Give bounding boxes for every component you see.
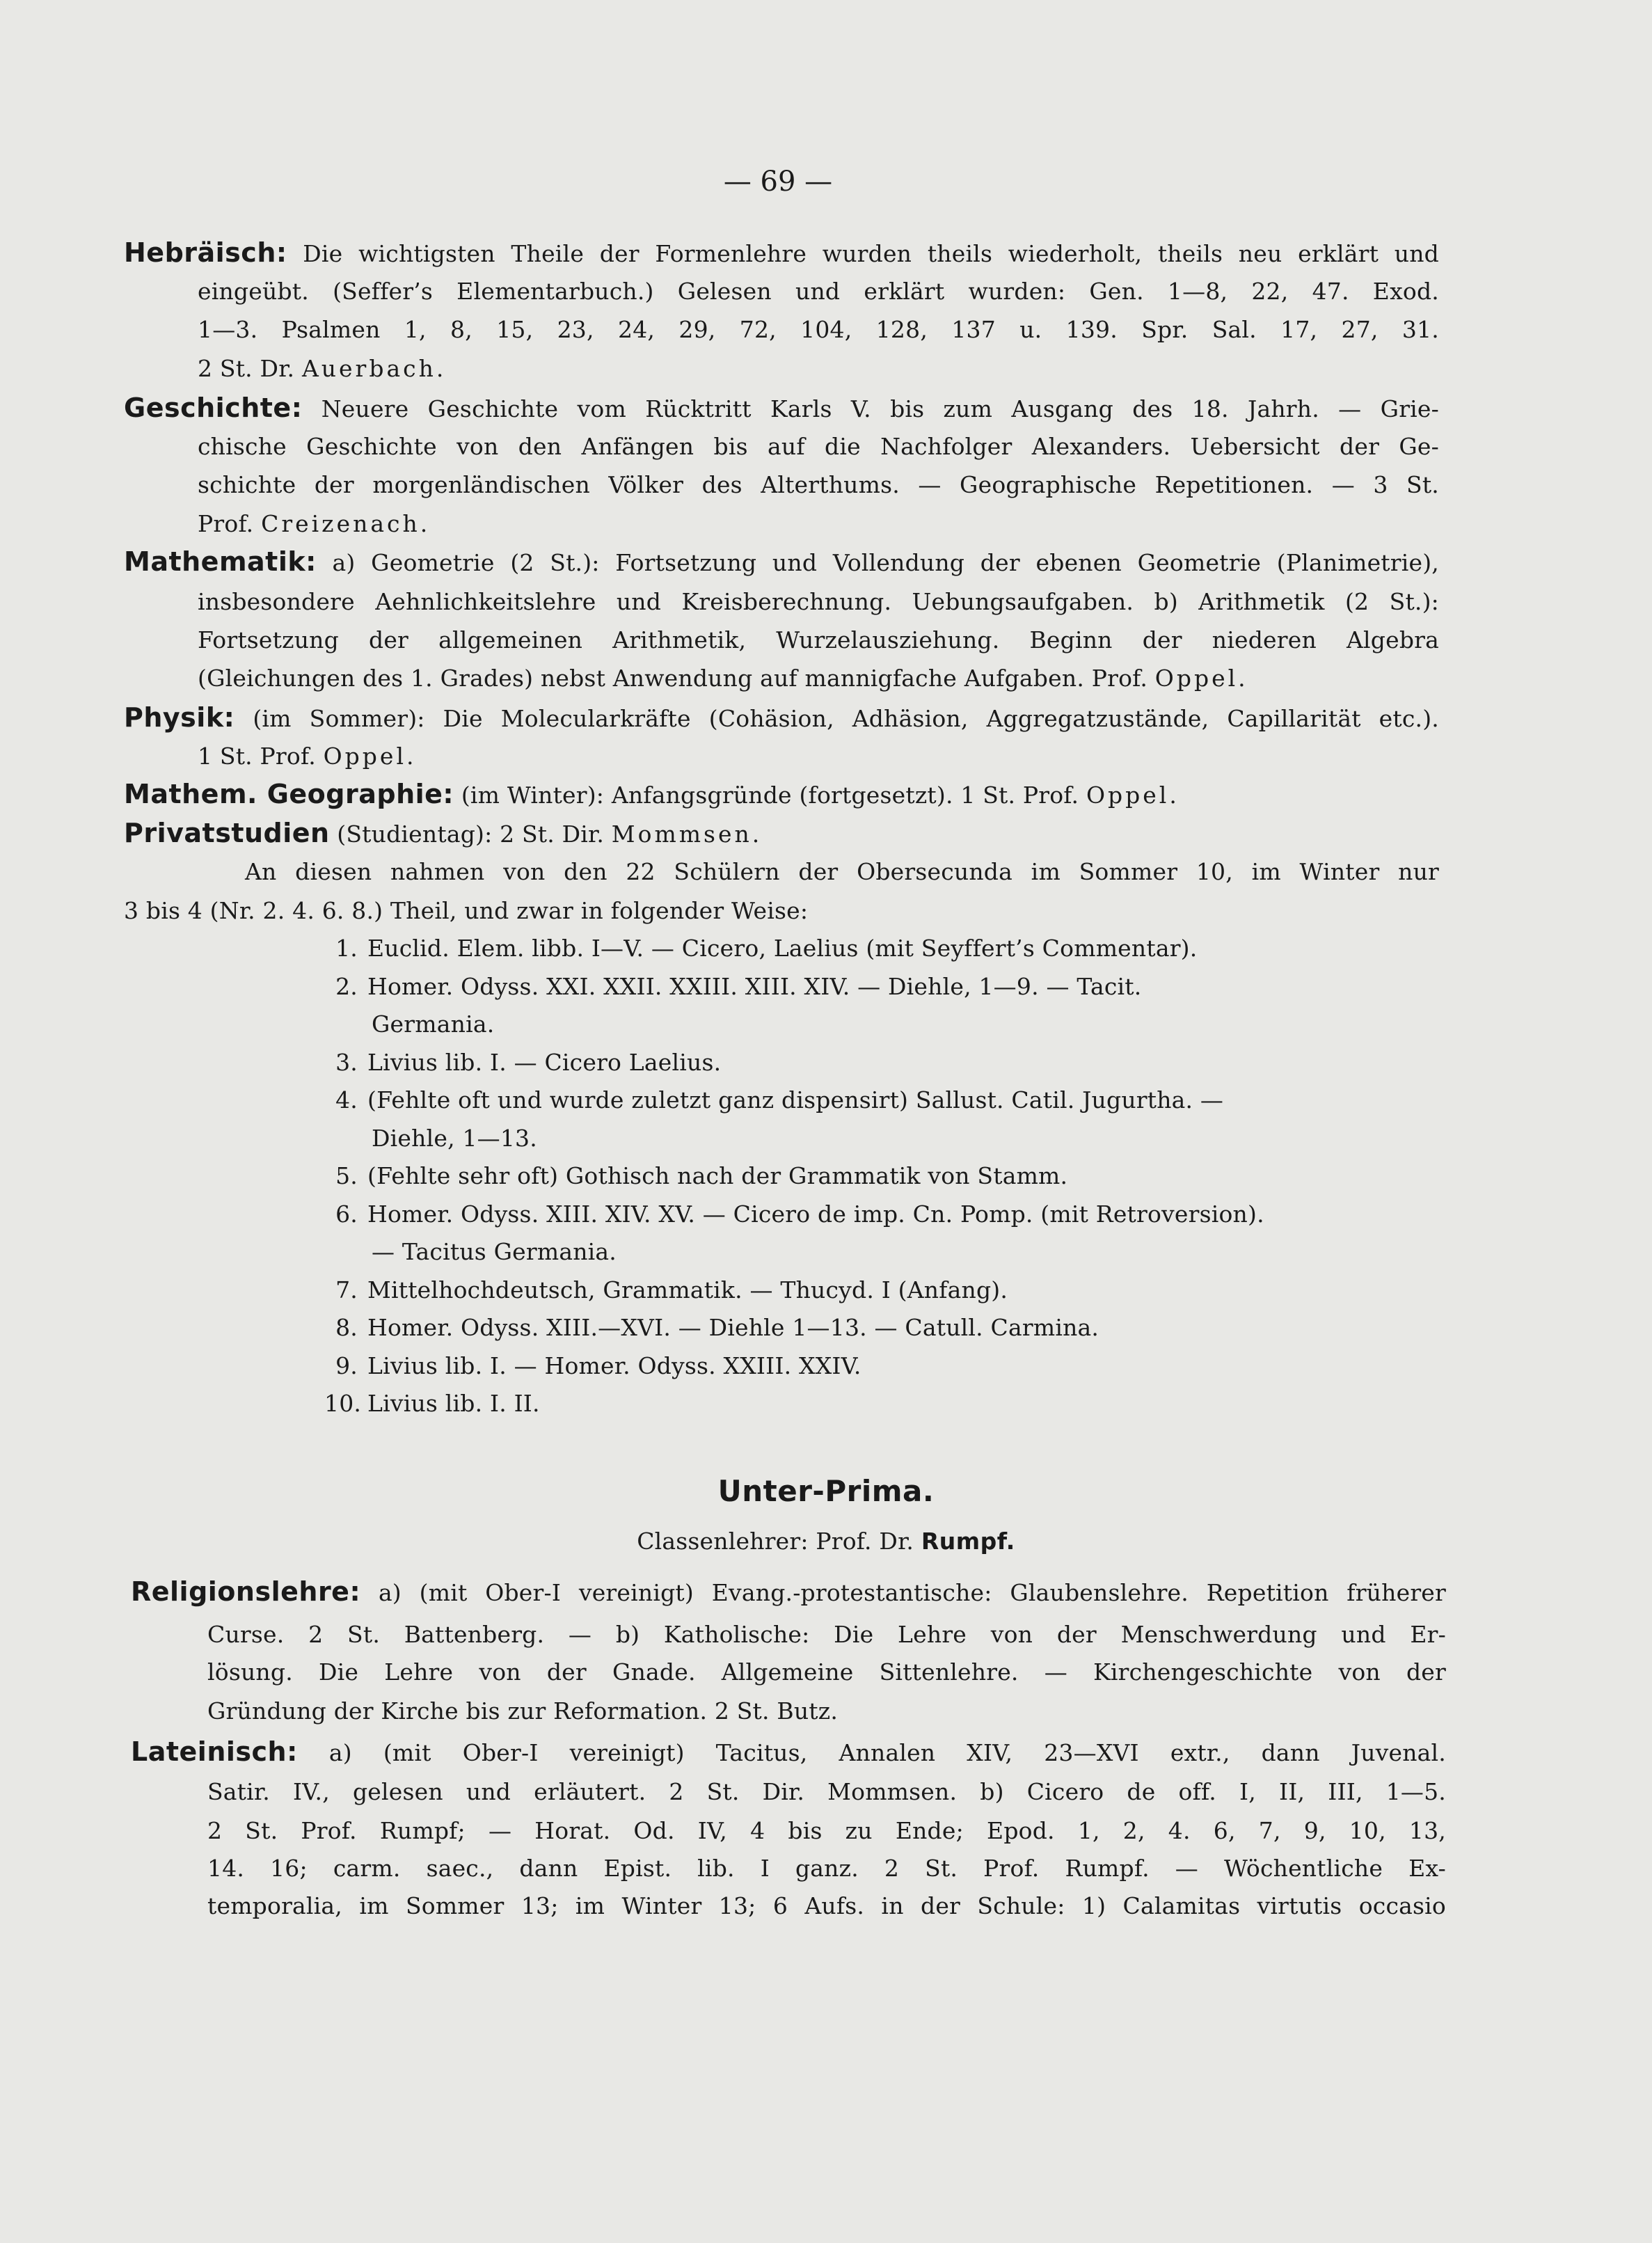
religion-line-4: Gründung der Kirche bis zur Reformation. 2 St. Butz. (207, 1697, 839, 1725)
privat-line-1: Privatstudien (Studientag): 2 St. Dir. Mommsen. (124, 818, 763, 848)
list-item-number: 5. (335, 1162, 358, 1189)
list-item-text: Germania. (372, 1010, 495, 1038)
physik-line-2: 1 St. Prof. Oppel. (198, 743, 417, 770)
teacher-name: Auerbach. (301, 355, 447, 382)
class-teacher-line: Classenlehrer: Prof. Dr. Rumpf. (637, 1528, 1015, 1555)
list-item (324, 1388, 540, 1420)
privat-paragraph-line-2: 3 bis 4 (Nr. 2. 4. 6. 8.) Theil, und zwar in folgender Weise: (124, 897, 809, 924)
list-item (324, 1198, 1264, 1230)
hebraeisch-heading: Hebräisch: (124, 237, 287, 268)
geschichte-line-1: Geschichte: Neuere Geschichte vom Rücktritt Karls V. bis zum Ausgang des 18. Jahrh. — Grie- (124, 393, 1439, 423)
teacher-name: Creizenach. (261, 510, 431, 537)
teacher-name: Oppel. (323, 743, 417, 770)
latein-heading: Lateinisch: (131, 1736, 298, 1767)
list-item (324, 1312, 1099, 1344)
geschichte-line-2: chische Geschichte von den Anfängen bis auf die Nachfolger Alexanders. Uebersicht der Ge- (198, 433, 1439, 460)
religion-line-2: Curse. 2 St. Battenberg. — b) Katholische: Die Lehre von der Menschwerdung und Er- (207, 1621, 1446, 1648)
list-item-text: Homer. Odyss. XIII. XIV. XV. — Cicero de imp. Cn. Pomp. (mit Retroversion). (367, 1200, 1264, 1228)
latein-line-3: 2 St. Prof. Rumpf; — Horat. Od. IV, 4 bis zu Ende; Epod. 1, 2, 4. 6, 7, 9, 10, 13, (207, 1817, 1446, 1844)
mathem-geo-line: Mathem. Geographie: (im Winter): Anfangsgründe (fortgesetzt). 1 St. Prof. Oppel. (124, 779, 1180, 809)
religion-heading: Religionslehre: (131, 1576, 361, 1607)
latein-line-4: 14. 16; carm. saec., dann Epist. lib. I ganz. 2 St. Prof. Rumpf. — Wöchentliche Ex- (207, 1855, 1446, 1882)
geschichte-heading: Geschichte: (124, 393, 303, 423)
list-item-text: Euclid. Elem. libb. I—V. — Cicero, Laelius (mit Seyffert’s Commentar). (367, 935, 1198, 962)
teacher-name: Oppel. (1086, 782, 1180, 809)
hebraeisch-line-1: Hebräisch: Die wichtigsten Theile der Formenlehre wurden theils wiederholt, theils neu erklärt und (124, 237, 1439, 268)
latein-line-1: Lateinisch: a) (mit Ober-I vereinigt) Tacitus, Annalen XIV, 23—XVI extr., dann Juvenal. (131, 1736, 1446, 1767)
list-item-text: Mittelhochdeutsch, Grammatik. — Thucyd. I (Anfang). (367, 1276, 1008, 1303)
physik-heading: Physik: (124, 702, 235, 733)
list-item (372, 1236, 617, 1268)
physik-line-1: Physik: (im Sommer): Die Molecularkräfte (Cohäsion, Adhäsion, Aggregatzustände, Capillarität etc.). (124, 702, 1439, 733)
list-item (324, 933, 1197, 965)
list-item-text: (Fehlte oft und wurde zuletzt ganz dispensirt) Sallust. Catil. Jugurtha. — (367, 1086, 1224, 1113)
list-item-number: 1. (335, 935, 358, 962)
mathematik-line-4: (Gleichungen des 1. Grades) nebst Anwendung auf mannigfache Aufgaben. Prof. Oppel. (198, 665, 1248, 692)
list-item-text: (Fehlte sehr oft) Gothisch nach der Grammatik von Stamm. (367, 1162, 1068, 1189)
list-item-text: Homer. Odyss. XXI. XXII. XXIII. XIII. XIV. — Diehle, 1—9. — Tacit. (367, 973, 1142, 1000)
privat-paragraph-line-1: An diesen nahmen von den 22 Schülern der Obersecunda im Sommer 10, im Winter nur (245, 858, 1439, 885)
page-number: — 69 — (723, 166, 833, 198)
religion-line-3: lösung. Die Lehre von der Gnade. Allgemeine Sittenlehre. — Kirchengeschichte von der (207, 1658, 1446, 1686)
list-item (372, 1123, 537, 1155)
list-item (324, 1160, 1067, 1192)
list-item-text: Homer. Odyss. XIII.—XVI. — Diehle 1—13. — Catull. Carmina. (367, 1314, 1099, 1341)
class-teacher-name: Rumpf. (921, 1528, 1015, 1555)
list-item-text: Diehle, 1—13. (372, 1125, 537, 1152)
list-item-number: 3. (335, 1049, 358, 1076)
list-item (324, 971, 1141, 1003)
list-item-number: 8. (335, 1314, 358, 1341)
list-item-text: Livius lib. I. II. (367, 1390, 540, 1417)
list-item (372, 1008, 494, 1040)
list-item (324, 1350, 861, 1382)
list-item (324, 1084, 1223, 1116)
mathem-geo-heading: Mathem. Geographie: (124, 779, 454, 809)
list-item-number: 6. (335, 1200, 358, 1228)
hebraeisch-line-3: 1—3. Psalmen 1, 8, 15, 23, 24, 29, 72, 104, 128, 137 u. 139. Spr. Sal. 17, 27, 31. (198, 316, 1439, 343)
list-item-number: 4. (335, 1086, 358, 1113)
list-item-number: 2. (335, 973, 358, 1000)
list-item (324, 1047, 721, 1079)
list-item-text: — Tacitus Germania. (372, 1238, 617, 1265)
mathematik-line-3: Fortsetzung der allgemeinen Arithmetik, Wurzelausziehung. Beginn der niederen Algebra (198, 626, 1439, 653)
list-item-number: 7. (335, 1276, 358, 1303)
privat-heading: Privatstudien (124, 818, 330, 848)
list-item-text: Livius lib. I. — Homer. Odyss. XXIII. XXIV. (367, 1352, 861, 1379)
teacher-name: Mommsen. (611, 821, 763, 848)
section-title: Unter-Prima. (717, 1474, 935, 1508)
geschichte-line-4: Prof. Creizenach. (198, 510, 431, 537)
list-item (324, 1274, 1008, 1306)
mathematik-line-1: Mathematik: a) Geometrie (2 St.): Fortsetzung und Vollendung der ebenen Geometrie (Planimetrie), (124, 546, 1439, 577)
hebraeisch-line-2: eingeübt. (Seffer’s Elementarbuch.) Gelesen und erklärt wurden: Gen. 1—8, 22, 47. Exod. (198, 278, 1439, 305)
religion-line-1: Religionslehre: a) (mit Ober-I vereinigt) Evang.-protestantische: Glaubenslehre. Repetition früherer (131, 1576, 1446, 1607)
latein-line-2: Satir. IV., gelesen und erläutert. 2 St. Dir. Mommsen. b) Cicero de off. I, II, III, 1—5. (207, 1778, 1446, 1805)
teacher-name: Oppel. (1154, 665, 1248, 692)
geschichte-line-3: schichte der morgenländischen Völker des Alterthums. — Geographische Repetitionen. — 3 St. (198, 471, 1439, 498)
latein-line-5: temporalia, im Sommer 13; im Winter 13; 6 Aufs. in der Schule: 1) Calamitas virtutis occasio (207, 1892, 1446, 1919)
hebraeisch-line-4: 2 St. Dr. Auerbach. (198, 355, 447, 382)
list-item-number: 10. (324, 1390, 362, 1417)
list-item-text: Livius lib. I. — Cicero Laelius. (367, 1049, 722, 1076)
mathematik-line-2: insbesondere Aehnlichkeitslehre und Kreisberechnung. Uebungsaufgaben. b) Arithmetik (2 St.): (198, 588, 1439, 615)
mathematik-heading: Mathematik: (124, 546, 317, 577)
list-item-number: 9. (335, 1352, 358, 1379)
